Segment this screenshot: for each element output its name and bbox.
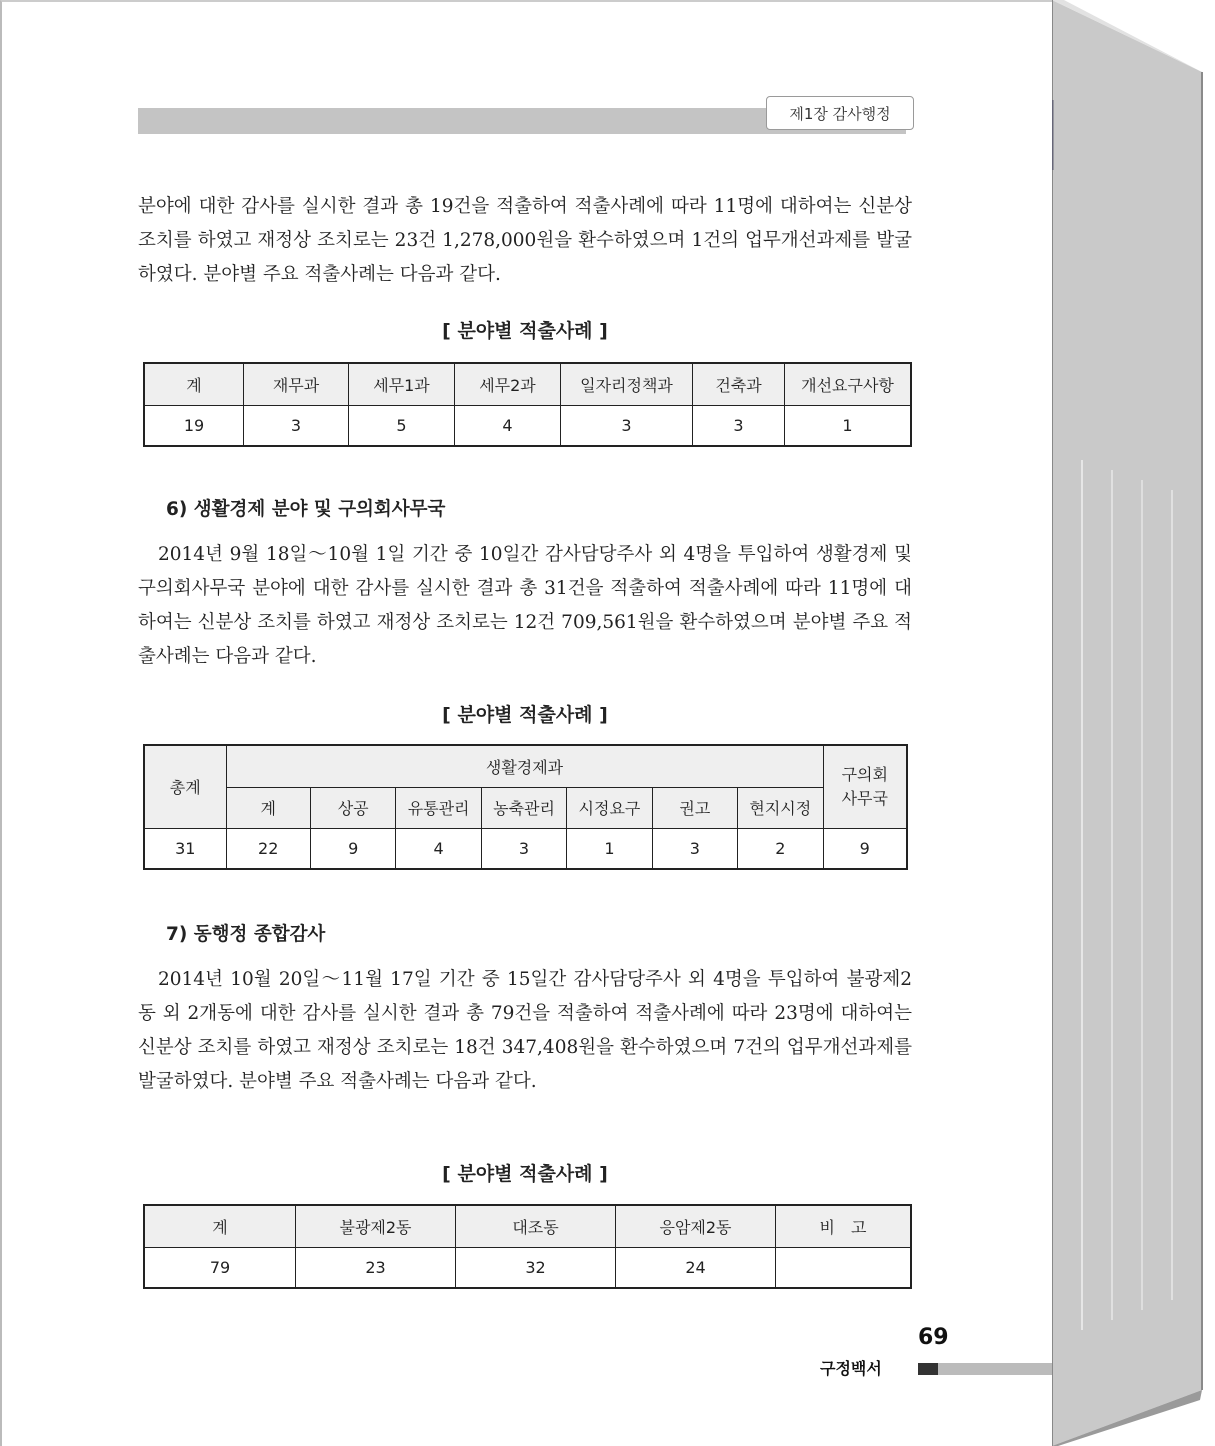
table2-value-cell: 4 [396, 828, 481, 869]
table1-header-cell: 일자리정책과 [561, 363, 693, 405]
book-title: 구정백서 [820, 1359, 882, 1378]
table2-subheader-row [144, 787, 907, 828]
table1-header-cell: 개선요구사항 [785, 363, 912, 405]
section7-heading: 7) 동행정 종합감사 [166, 924, 326, 945]
table1-value-cell: 19 [144, 405, 244, 446]
table1-header-cell: 계 [144, 363, 244, 405]
table2-value-cell: 22 [226, 828, 310, 869]
footer-bar-light [938, 1363, 1052, 1375]
table2-subheader-cell: 상공 [310, 787, 395, 828]
table2-caption: [ 분야별 적출사례 ] [442, 704, 608, 726]
table1-value-cell: 5 [349, 405, 455, 446]
table1-value-cell: 4 [455, 405, 561, 446]
table3-value-cell: 32 [456, 1247, 616, 1288]
table3-value-cell [776, 1247, 912, 1288]
table2-council-label-1: 구의회 [841, 764, 888, 784]
table2-group-header: 생활경제과 [226, 745, 823, 787]
table2-subheader-cell: 계 [226, 787, 310, 828]
section7-paragraph [138, 963, 912, 1099]
table1 [143, 362, 912, 447]
table2-subheader-cell: 권고 [652, 787, 737, 828]
section6-paragraph [138, 538, 912, 674]
table3-value-row [144, 1247, 911, 1288]
book-page-stack [1052, 0, 1215, 1446]
table2-value-cell: 2 [738, 828, 823, 869]
table1-value-cell: 1 [785, 405, 912, 446]
table2-subheader-cell: 유통관리 [396, 787, 481, 828]
table2-subheader-cell: 시정요구 [567, 787, 652, 828]
table2-value-cell: 3 [481, 828, 566, 869]
table2-value-row [144, 828, 907, 869]
table2-value-cell: 9 [823, 828, 907, 869]
table3-header-cell: 불광제2동 [296, 1205, 456, 1247]
table2-value-cell: 3 [652, 828, 737, 869]
table2-total-header: 총계 [144, 745, 226, 828]
table1-header-cell: 세무1과 [349, 363, 455, 405]
table2-subheader-cell: 농축관리 [481, 787, 566, 828]
table2-header-row [144, 745, 907, 787]
table3-header-cell: 대조동 [456, 1205, 616, 1247]
table1-value-cell: 3 [561, 405, 693, 446]
table2-value-cell: 9 [310, 828, 395, 869]
table2-value-cell: 31 [144, 828, 226, 869]
table3-header-row [144, 1205, 911, 1247]
table2 [143, 744, 908, 870]
section6-paragraph-text: 2014년 9월 18일～10월 1일 기간 중 10일간 감사담당주사 외 4명을 투입하여 생활경제 및 구의회사무국 분야에 대한 감사를 실시한 결과 총 31건을 적출하여 적출사례에 따라 11명에 대하여는 신분상 조치를 하였고 재정상 조치로는 12건 709,561원을 환수하였으며 분야별 주요 적출사례는 다음과 같다. [138, 544, 912, 667]
table1-header-cell: 재무과 [244, 363, 349, 405]
footer-bar-dark [918, 1363, 938, 1375]
table3-value-cell: 24 [616, 1247, 776, 1288]
table3-header-cell: 응암제2동 [616, 1205, 776, 1247]
table2-value-cell: 1 [567, 828, 652, 869]
paragraph-intro: 분야에 대한 감사를 실시한 결과 총 19건을 적출하여 적출사례에 따라 11명에 대하여는 신분상 조치를 하였고 재정상 조치로는 23건 1,278,000원을 환수하였으며 1건의 업무개선과제를 발굴하였다. 분야별 주요 적출사례는 다음과 같다. [138, 196, 912, 285]
chapter-tab: 제1장 감사행정 [766, 96, 914, 130]
table1-caption: [ 분야별 적출사례 ] [442, 320, 608, 342]
section7-paragraph-text: 2014년 10월 20일～11월 17일 기간 중 15일간 감사담당주사 외 4명을 투입하여 불광제2동 외 2개동에 대한 감사를 실시한 결과 총 79건을 적출하여 적출사례에 따라 23명에 대하여는 신분상 조치를 하였고 재정상 조치로는 18건 347,408원을 환수하였으며 7건의 업무개선과제를 발굴하였다. 분야별 주요 적출사례는 다음과 같다. [138, 969, 912, 1092]
table3-caption: [ 분야별 적출사례 ] [442, 1163, 608, 1185]
table3-value-cell: 79 [144, 1247, 296, 1288]
table2-council-label-2: 사무국 [841, 788, 888, 808]
table1-header-cell: 세무2과 [455, 363, 561, 405]
table2-subheader-cell: 현지시정 [738, 787, 823, 828]
table1-value-row [144, 405, 911, 446]
table1-value-cell: 3 [693, 405, 785, 446]
table1-header-row [144, 363, 911, 405]
table1-header-cell: 건축과 [693, 363, 785, 405]
table2-council-header [823, 745, 907, 828]
table3-header-cell: 비 고 [776, 1205, 912, 1247]
table1-value-cell: 3 [244, 405, 349, 446]
table3-header-cell: 계 [144, 1205, 296, 1247]
page-number: 69 [918, 1325, 949, 1350]
table3-value-cell: 23 [296, 1247, 456, 1288]
section6-heading: 6) 생활경제 분야 및 구의회사무국 [166, 499, 446, 520]
table3 [143, 1204, 912, 1289]
